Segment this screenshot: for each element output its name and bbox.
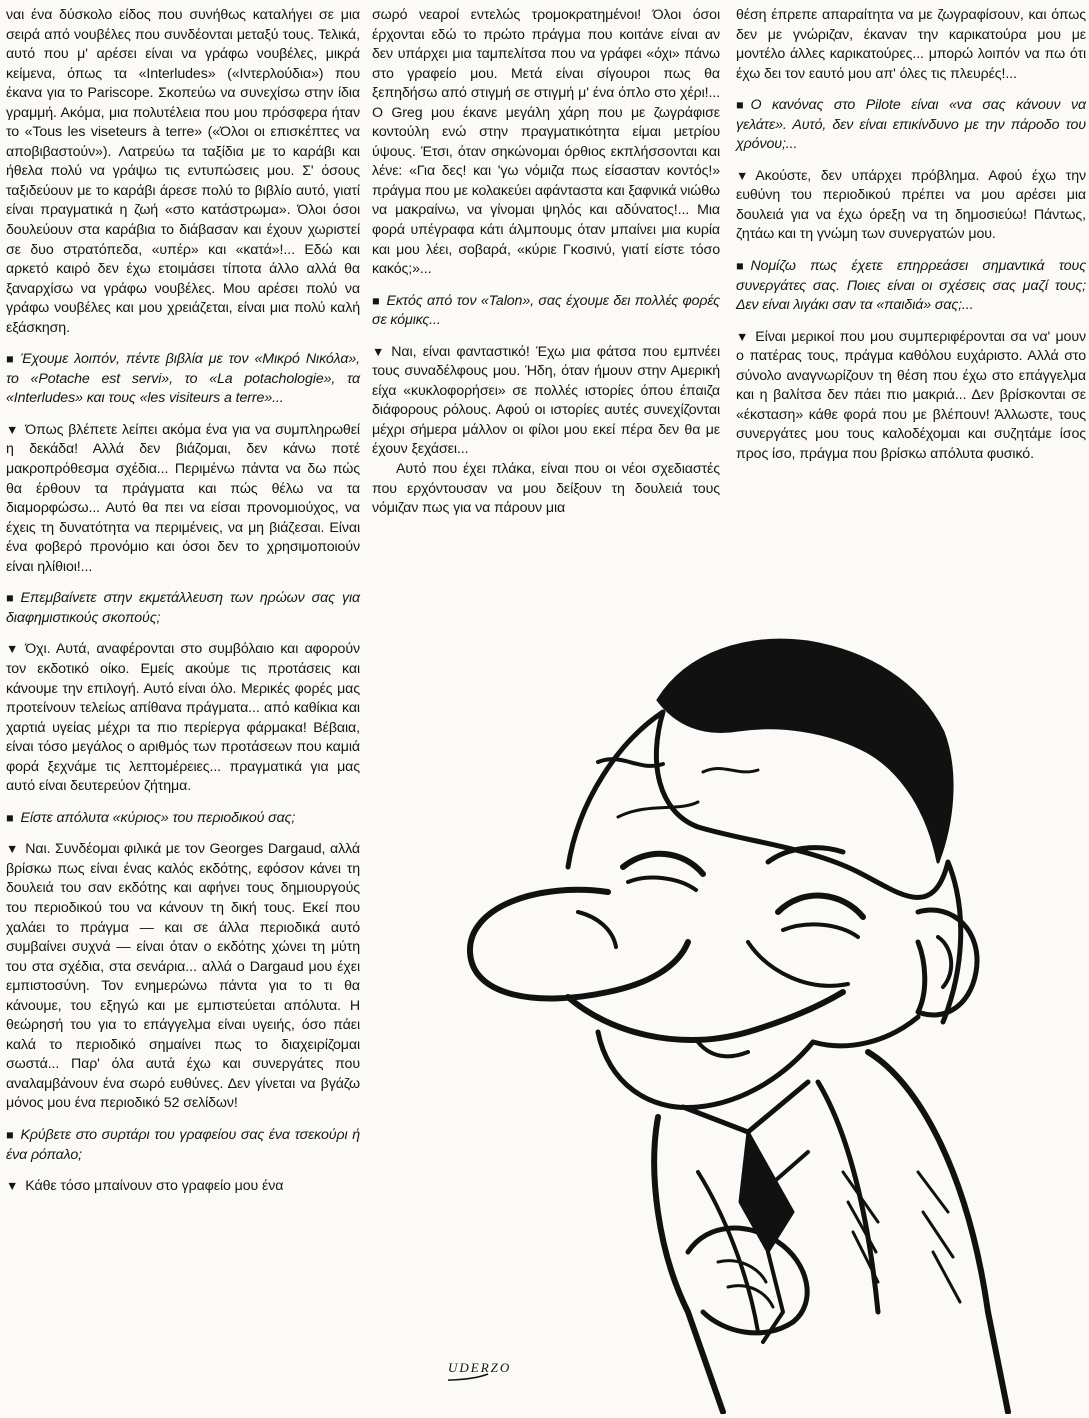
square-marker-icon: ■ (6, 1127, 14, 1142)
answer: ▼ Ακούστε, δεν υπάρχει πρόβλημα. Αφού έχω την ευθύνη του περιοδικού πρέπει να μου αρέσει μια δουλειά για να έχω όρεξη να τη δημοσιεύω! Πάντως, ζητάω και τη γνώμη των συνεργατών μου. (736, 167, 1086, 243)
square-marker-icon: ■ (736, 98, 744, 113)
triangle-marker-icon: ▼ (6, 642, 19, 657)
answer: ▼ Είναι μερικοί που μου συμπεριφέρονται σα να' μουν ο πατέρας τους, πράγμα καθόλου ευχάριστο. Αλλά στο σύνολο αναγνωρίζουν τη θέση που έχω στο επάγγελμα και η βαλίτσα δεν πάει πιο μακριά... Δεν βρίσκονται σε «έκσταση» κάθε φορά που με βλέπουν! Άλλωστε, τους συνεργάτες μου τους καλοδέχομαι και συζητάμε ίσος προς ίσο, πράγμα που βρίσκω απόλυτα φυσικό. (736, 328, 1086, 462)
right-eye (778, 896, 863, 917)
question: ■ Επεμβαίνετε στην εκμετάλλευση των ηρώων σας για διαφημιστικούς σκοπούς; (6, 590, 360, 626)
chin (598, 1032, 813, 1108)
answer: ▼ Ναι. Συνδέομαι φιλικά με τον Georges Dargaud, αλλά βρίσκω πως είναι ένας καλός εκδότης, εφόσον κάνει τη δουλειά του σαν εκδότης και αφήνει τους δημιουργούς του περιοδικού του να κάνουν τη δική τους. Εκεί που χαλάει το πράγμα — και σε άλλα περιοδικά αυτό συμβαίνει συχνά — είναι όταν ο εκδότης χώνει τη μύτη του στα σχέδια, στα σενάρια... αλλά ο Dargaud μου έχει εμπιστοσύνη. Τον ενημερώνω πάντα για το τι θα κάνουμε, του εξηγώ και με εμπιστεύεται απόλυτα. Η θεώρησή του για το επάγγελμα είναι υγειής, όσο πάει καλά το περιοδικό σημαίνει πως το διαχειρίζομαι σωστά... Παρ' όλα αυτά έχω και συνεργάτες που αναλαμβάνουν ένα σωρό ευθύνες. Δεν γίνεται να βγάζω μόνος μου ένα περιοδικό 52 σελίδων! (6, 841, 360, 1112)
question: ■ Ο κανόνας στο Pilote είναι «να σας κάνουν να γελάτε». Αυτό, δεν είναι επικίνδυνο με την πάροδο του χρόνου;... (736, 97, 1086, 153)
answer: ▼ Όχι. Αυτά, αναφέρονται στο συμβόλαιο και αφορούν τον εκδοτικό οίκο. Εμείς ακούμε τις προτάσεις και κάνουμε την επιλογή. Αυτό είναι όλο. Μερικές φορές μας προτείνουν τελείως απίθανα πράγματα... από καθίκια και χαρτιά υγείας μέχρι τα πιο περίεργα φάρμακα! Βέβαια, είναι τόσο μεγάλος ο αριθμός των προτάσεων που καμιά φορά ξεχνάμε τις λεπτομέρειες... πραγματικά για μας αυτό είναι δευτερεύον ζήτημα. (6, 641, 360, 795)
text-column-2 (372, 6, 720, 519)
paragraph: Αυτό που έχει πλάκα, είναι που οι νέοι σχεδιαστές που ερχόντουσαν να μου δείξουν τη δουλειά τους νόμιζαν πως για να πάρουν μια (372, 461, 720, 517)
triangle-marker-icon: ▼ (6, 422, 19, 437)
triangle-marker-icon: ▼ (736, 168, 749, 183)
question: ■ Κρύβετε στο συρτάρι του γραφείου σας ένα τσεκούρι ή ένα ρόπαλο; (6, 1126, 360, 1163)
text-column-1 (6, 6, 360, 1197)
question: ■ Έχουμε λοιπόν, πέντε βιβλία με τον «Μικρό Νικόλα», το «Potache est servi», το «La potachologie», τα «Interludes» και τους «les visiteurs a terre»... (6, 351, 360, 407)
question: ■ Είστε απόλυτα «κύριος» του περιοδικού σας; (6, 809, 360, 829)
mouth (568, 992, 843, 1040)
jacket (654, 1117, 723, 1412)
square-marker-icon: ■ (736, 259, 744, 274)
paragraph: σωρό νεαροί εντελώς τρομοκρατημένοι! Όλοι όσοι έρχονται εδώ το πρώτο πράγμα που κοιτάνε είναι αν δεν υπάρχει μια ταμπελίτσα που να γράφει «όχι» πάνω στο γραφείο μου. Μετά είναι σίγουροι πως θα ξεπηδήσω από στιγμή σε στιγμή μ' ένα όπλο στο χέρι!... Ο Greg μου έκανε μεγάλη χάρη που με ζωγράφισε κοντούλη ενώ στην πραγματικότητα είμαι μετρίου ύψους. Έτσι, όταν σηκώνομαι όρθιος εκπλήσσονται και λένε: «Για δες! και 'γω νόμιζα πως είσασταν κοντός!» πράγμα που με κολακεύει αφάνταστα και ξαφνικά νιώθω να μακραίνω, να γίνομαι ψηλός και αδύνατος!... Μια φορά υπέγραφα κάτι άλμπουμς όταν μπαίνει μια κυρία και μου λέει, σοβαρά, «κύριε Γκοσινύ, γιατί είστε τόσο κακός;»... (372, 7, 721, 278)
paragraph: θέση έπρεπε απαραίτητα να με ζωγραφίσουν, και όπως δεν με γνώριζαν, έκαναν την καρικατούρα μου με μοντέλο άλλες καρικατούρες... μπορώ λοιπόν να πω ότι έχω δει τον εαυτό μου απ' όλες τις πλευρές!... (736, 7, 1086, 82)
text-column-3 (736, 6, 1086, 464)
square-marker-icon: ■ (6, 810, 14, 825)
left-eye (623, 854, 703, 874)
square-marker-icon: ■ (6, 352, 14, 367)
answer: ▼ Ναι, είναι φανταστικό! Έχω μια φάτσα που εμπνέει τους συναδέλφους μου. Ήδη, όταν ήμουν στην Αμερική είχα «κυκλοφορήσει» σε πολλές ιστορίες όπου έπαιζα διάφορους ρόλους. Αφού οι ιστορίες αυτές συνεχίζονται μέχρι σήμερα μάλλον οι φίλοι μου εκεί πέρα δεν θα με έχουν ξεχάσει... (372, 343, 720, 458)
triangle-marker-icon: ▼ (736, 329, 749, 344)
question: ■ Νομίζω πως έχετε επηρρεάσει σημαντικά τους συνεργάτες σας. Ποιες είναι οι σχέσεις σας μαζί τους; Δεν είναι λιγάκι σαν τα «παιδιά» σας;... (736, 258, 1086, 314)
answer: ▼ Κάθε τόσο μπαίνουν στο γραφείο μου ένα (6, 1177, 360, 1197)
answer: ▼ Όπως βλέπετε λείπει ακόμα ένα για να συμπληρωθεί η δεκάδα! Αλλά δεν βιάζομαι, δεν κάνω ποτέ μακροπρόθεσμα σχέδια... Περιμένω πάντα να δω πώς θα έρθουν τα πράγματα και πώς θέλω να τα διαμορφώσω... Αυτό θα πει να είσαι προνομιούχος, να έχεις τη δυνατότητα να περιμένεις, να μη βιάζεσαι. Είναι ένα φοβερό προνόμιο και όσοι δεν το χρησιμοποιούν είναι ηλίθιοι!... (6, 421, 360, 575)
caricature-drawing (448, 612, 1070, 1414)
caricature-illustration (448, 612, 1070, 1414)
triangle-marker-icon: ▼ (6, 1179, 19, 1194)
triangle-marker-icon: ▼ (372, 344, 385, 359)
paragraph: ναι ένα δύσκολο είδος που συνήθως καταλήγει σε μια σειρά από νουβέλες που συνδέονται μεταξύ τους. Τελικά, αυτό που μ' αρέσει είναι να γράφω νουβέλες, μικρά κείμενα, όπως τα «Interludes» («Ιντερλούδια») που έκανα για το Pariscope. Σκοπεύω να συνεχίσω στην ίδια γραμμή. Ακόμα, μια πολυτέλεια που μου πρόσφερα ήταν το «Tous les viseteurs à terre» («Όλοι οι επισκέπτες να αποβιβαστούν»). Λατρεύω τα ταξίδια με το καράβι και ήθελα πολύ να γράψω τις εντυπώσεις μου. Σ' όσους ταξιδεύουν με το καράβι άρεσε πολύ το βιβλίο αυτό, γιατί είναι πραγματικά η ζωή «στο κατάστρωμα». Όλοι όσοι δουλεύουν στα καράβια το διάβασαν και έχουν χωριστεί σε δυο στρατόπεδα, «υπέρ» και «κατά»!... Εδώ και αρκετό καιρό δεν έχω ετοιμάσει τίποτα άλλο αλλά θα ξαναρχίσω να γράφω νουβέλες. Μου αρέσει πολύ να γράφω νουβέλες και μου χρειάζεται, είναι μια πολύ καλή εξάσκηση. (6, 7, 360, 336)
square-marker-icon: ■ (372, 293, 380, 308)
square-marker-icon: ■ (6, 591, 14, 606)
nose (470, 890, 688, 999)
question: ■ Εκτός από τον «Talon», σας έχουμε δει πολλές φορές σε κόμικς... (372, 292, 720, 329)
artist-signature: UDERZO (448, 1360, 512, 1375)
triangle-marker-icon: ▼ (6, 842, 19, 857)
ear (918, 910, 977, 1015)
